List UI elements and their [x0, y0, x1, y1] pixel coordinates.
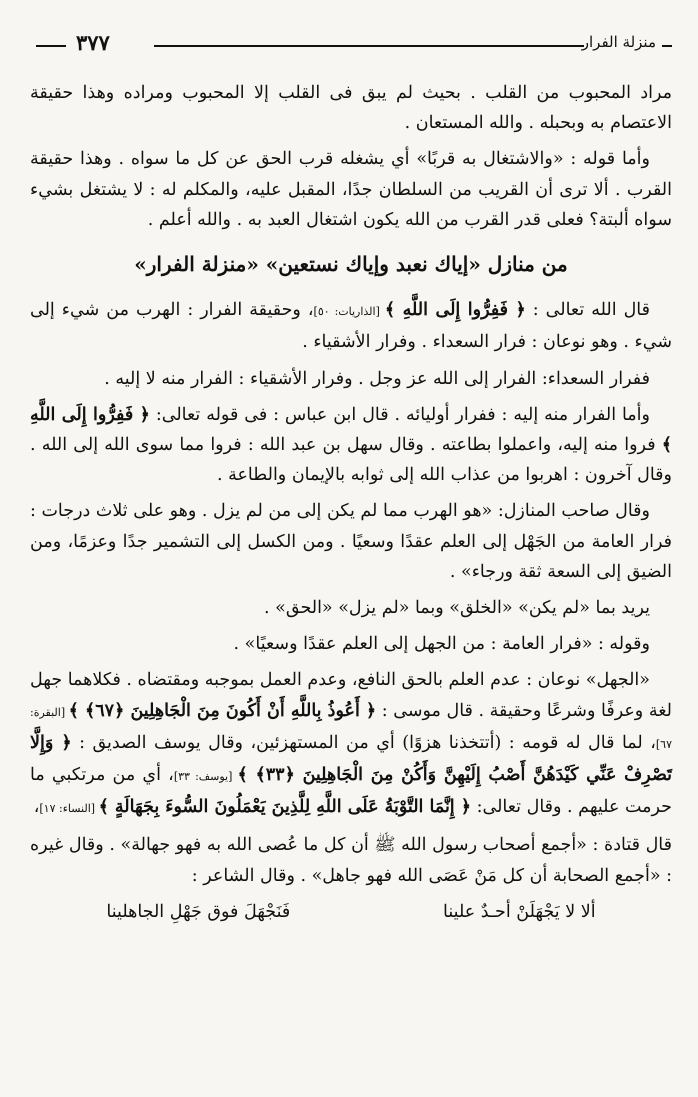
paragraph-8: وقوله : «فرار العامة : من الجهل إلى العلم عقدًا وسعيًا» .	[233, 634, 650, 655]
paragraph-10: قال قتادة : «أجمع أصحاب رسول الله ﷺ أن كل ما عُصى الله به فهو جهالة» . وقال غيره : «أجمع الصحابة أن كل مَنْ عَصَى الله فهو جاهل» . وقال الشاعر :	[30, 835, 672, 886]
section-heading: من منازل «إياك نعبد وإياك نستعين» «منزلة الفرار»	[134, 252, 568, 277]
text: قال الله تعالى :	[525, 300, 651, 321]
paragraph-6: وقال صاحب المنازل: «هو الهرب مما لم يكن إلى من لم يزل . وهو على ثلاث درجات : فرار العامة من الجَهْل إلى العلم عقدًا وسعيًا . ومن الكسل إلى التشمير جدًا وعزمًا، ومن الضيق إلى السعة ثقة ورجاء» .	[30, 501, 672, 582]
paragraph-1: مراد المحبوب من القلب . بحيث لم يبق فى القلب إلا المحبوب ومراده وهذا حقيقة الاعتصام به وبحبله . والله المستعان .	[30, 83, 672, 134]
text: وأما الفرار منه إليه : ففرار أوليائه . قال ابن عباس : فى قوله تعالى:	[149, 404, 650, 425]
page-number: ٣٧٧	[76, 30, 110, 55]
paragraph-2: وأما قوله : «والاشتغال به قربًا» أي يشغله قرب الحق عن كل ما سواه . وهذا حقيقة القرب . ألا ترى أن القريب من السلطان جدًا، المقبل عليه، والمكلم له : لا يشتغل بشيء سواه ألبتة؟ فعلى قدر القرب من الله يكون اشتغال العبد به . والله أعلم .	[30, 149, 672, 230]
paragraph-4: ففرار السعداء: الفرار إلى الله عز وجل . وفرار الأشقياء : الفرار منه لا إليه .	[104, 368, 650, 389]
paragraph-5	[30, 400, 672, 491]
verse-reference: [البقرة: ٦٧]	[30, 705, 672, 751]
page-body	[30, 78, 672, 927]
poem-verse	[30, 897, 672, 927]
chapter-title: منزلة الفرار	[581, 33, 656, 51]
verse-reference: [الذاريات: ٥٠]	[313, 305, 385, 319]
poem-hemistich-2: فَنَجْهَلَ فوق جَهْلِ الجاهلينا	[106, 901, 291, 922]
quran-verse: ﴿ فَفِرُّوا إِلَى اللَّهِ ﴾	[384, 300, 526, 321]
text: فروا منه إليه، واعملوا بطاعته . وقال سهل بن عبد الله : فروا مما سوى الله إلى الله . وقال آخرون : اهربوا من عذاب الله إلى ثوابه بالإيمان والطاعة .	[30, 435, 672, 486]
header-rule-left	[36, 45, 66, 47]
text: ، أي من مرتكبي ما حرمت عليهم . وقال تعالى:	[30, 765, 672, 818]
text: ،	[33, 797, 40, 818]
quran-verse: ﴿ فَفِرُّوا إِلَى اللَّهِ ﴾	[30, 404, 672, 456]
text: ، لما قال له قومه : (أتتخذنا هزوًا) أي من المستهزئين، وقال يوسف الصديق :	[71, 732, 656, 753]
verse-reference: [يوسف: ٣٣]	[173, 770, 238, 784]
text: ، وحقيقة الفرار : الهرب من شيء إلى شيء . وهو نوعان : فرار السعداء . وفرار الأشقياء .	[30, 300, 672, 353]
header-rule-right	[662, 45, 672, 47]
quran-verse: ﴿ إِنَّمَا التَّوْبَةُ عَلَى اللَّهِ لِلَّذِينَ يَعْمَلُونَ السُّوءَ بِجَهَالَةٍ ﴾	[98, 797, 472, 818]
verse-reference: [النساء: ١٧]	[39, 802, 99, 816]
text: «الجهل» نوعان : عدم العلم بالحق النافع، وعدم العمل بموجبه ومقتضاه . فكلاهما جهل لغة وعرفًا وشرعًا وحقيقة . قال موسى :	[30, 670, 672, 721]
page-header	[36, 30, 672, 56]
paragraph-3	[30, 295, 672, 357]
header-rule	[154, 45, 584, 47]
quran-verse: ﴿ وَإِلَّا تَصْرِفْ عَنِّي كَيْدَهُنَّ أَصْبُ إِلَيْهِنَّ وَأَكُنْ مِنَ الْجَاهِلِينَ ﴿٣٣﴾ ﴾	[30, 732, 672, 786]
paragraph-9	[30, 665, 672, 824]
poem-hemistich-1: ألا لا يَجْهَلَنْ أحـدٌ علينا	[443, 901, 596, 922]
paragraph-7: يريد بما «لم يكن» «الخلق» وبما «لم يزل» «الحق» .	[264, 598, 650, 619]
quran-verse: ﴿ أَعُوذُ بِاللَّهِ أَنْ أَكُونَ مِنَ الْجَاهِلِينَ ﴿٦٧﴾ ﴾	[68, 700, 377, 721]
